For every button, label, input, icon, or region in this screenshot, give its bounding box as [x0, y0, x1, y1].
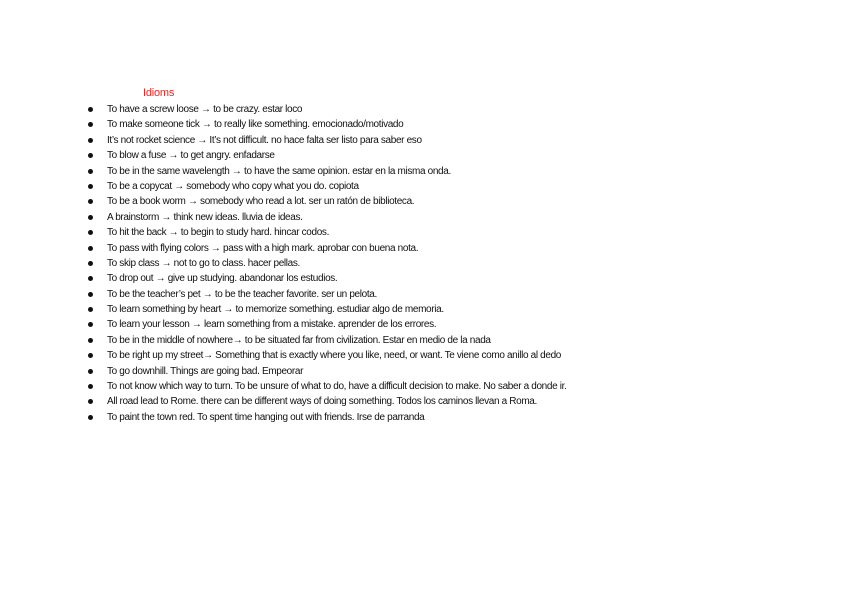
idiom-text: To blow a fuse → to get angry. enfadarse: [107, 150, 275, 162]
idiom-text: To not know which way to turn. To be unsure of what to do, have a difficult decision to make. No saber a donde ir.: [107, 381, 567, 393]
bullet-icon: [88, 292, 93, 297]
idiom-text: To learn your lesson → learn something from a mistake. aprender de los errores.: [107, 319, 437, 331]
idiom-text: It’s not rocket science → It’s not difficult. no hace falta ser listo para saber eso: [107, 134, 422, 146]
bullet-icon: [88, 276, 93, 281]
idiom-text: To be a copycat → somebody who copy what you do. copiota: [107, 180, 359, 192]
bullet-icon: [88, 215, 93, 220]
idiom-text: To pass with flying colors → pass with a high mark. aprobar con buena nota.: [107, 242, 419, 254]
idiom-text: To have a screw loose → to be crazy. estar loco: [107, 104, 303, 115]
idiom-text: To paint the town red. To spent time hanging out with friends. Irse de parranda: [107, 411, 425, 423]
bullet-icon: [88, 153, 93, 158]
idiom-text: To hit the back → to begin to study hard. hincar codos.: [107, 227, 330, 239]
idiom-text: To be right up my street→ Something that is exactly where you like, need, or want. Te viene como anillo al dedo: [107, 350, 562, 362]
bullet-icon: [88, 169, 93, 174]
bullet-icon: [88, 307, 93, 312]
bullet-icon: [88, 122, 93, 127]
bullet-icon: [88, 338, 93, 343]
bullet-icon: [88, 369, 93, 374]
bullet-icon: [88, 322, 93, 327]
idiom-text: All road lead to Rome. there can be different ways of doing something. Todos los caminos llevan a Roma.: [107, 396, 537, 408]
idiom-text: To skip class → not to go to class. hacer pellas.: [107, 257, 300, 269]
idiom-text: To be a book worm → somebody who read a lot. ser un ratón de biblioteca.: [107, 196, 415, 208]
idiom-text: To be the teacher’s pet → to be the teacher favorite. ser un pelota.: [107, 288, 377, 300]
bullet-icon: [88, 184, 93, 189]
bullet-icon: [88, 107, 93, 112]
bullet-icon: [88, 415, 93, 420]
idiom-text: To drop out → give up studying. abandonar los estudios.: [107, 273, 338, 285]
bullet-icon: [88, 261, 93, 266]
idiom-text: A brainstorm → think new ideas. lluvia de ideas.: [107, 211, 303, 223]
document-title: Idioms: [143, 87, 175, 99]
bullet-icon: [88, 230, 93, 235]
idiom-text: To make someone tick → to really like something. emocionado/motivado: [107, 119, 404, 131]
bullet-icon: [88, 199, 93, 204]
bullet-icon: [88, 399, 93, 404]
idiom-text: To go downhill. Things are going bad. Empeorar: [107, 365, 304, 377]
idiom-text: To be in the same wavelength → to have the same opinion. estar en la misma onda.: [107, 165, 451, 177]
bullet-icon: [88, 246, 93, 251]
bullet-icon: [88, 138, 93, 143]
bullet-icon: [88, 384, 93, 389]
idiom-text: To be in the middle of nowhere→ to be situated far from civilization. Estar en medio de la nada: [107, 334, 491, 346]
bullet-icon: [88, 353, 93, 358]
idiom-text: To learn something by heart → to memorize something. estudiar algo de memoria.: [107, 304, 444, 316]
